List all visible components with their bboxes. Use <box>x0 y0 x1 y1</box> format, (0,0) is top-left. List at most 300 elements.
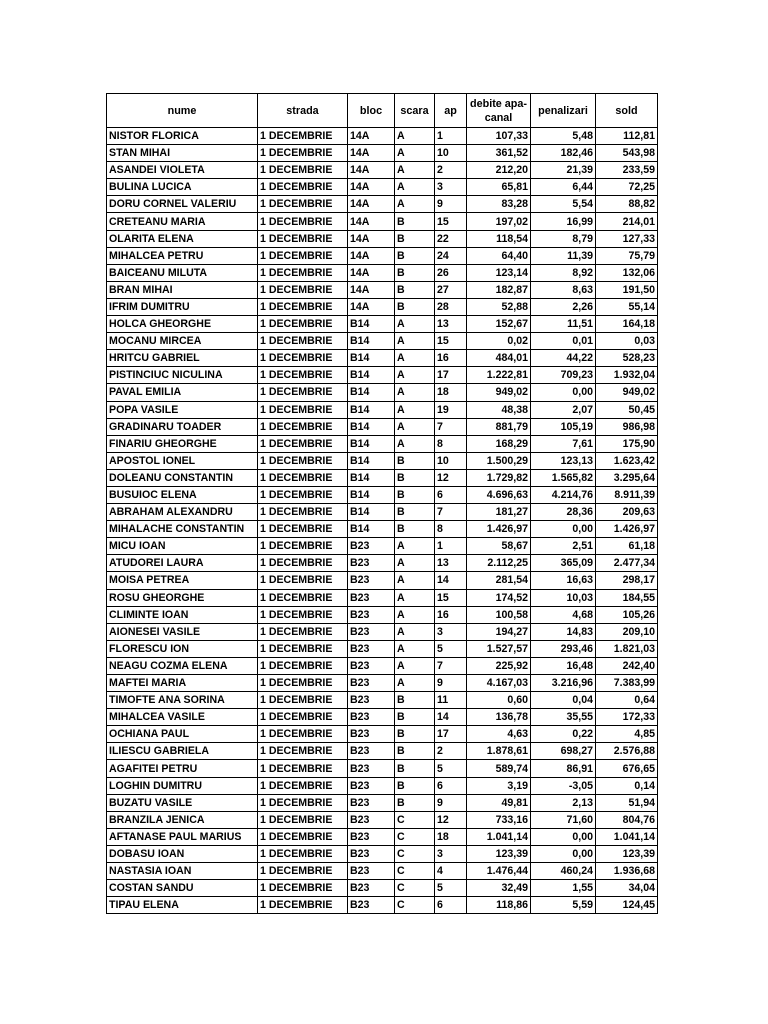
cell-sold: 124,45 <box>596 897 658 914</box>
table-row <box>107 760 658 777</box>
cell-debite: 118,86 <box>467 897 531 914</box>
cell-nume: TIPAU ELENA <box>107 897 258 914</box>
cell-penalizari: 7,61 <box>531 435 596 452</box>
cell-scara: A <box>395 350 435 367</box>
cell-penalizari: 293,46 <box>531 640 596 657</box>
cell-strada: 1 DECEMBRIE <box>258 162 348 179</box>
cell-penalizari: 8,79 <box>531 230 596 247</box>
cell-penalizari: 8,92 <box>531 264 596 281</box>
cell-ap: 27 <box>435 281 467 298</box>
cell-bloc: B23 <box>348 675 395 692</box>
header-nume: nume <box>107 94 258 128</box>
cell-debite: 4,63 <box>467 726 531 743</box>
cell-penalizari: 2,13 <box>531 794 596 811</box>
cell-sold: 233,59 <box>596 162 658 179</box>
cell-bloc: B14 <box>348 350 395 367</box>
cell-debite: 107,33 <box>467 128 531 145</box>
cell-ap: 12 <box>435 469 467 486</box>
cell-sold: 1.821,03 <box>596 640 658 657</box>
cell-scara: B <box>395 709 435 726</box>
cell-nume: AFTANASE PAUL MARIUS <box>107 828 258 845</box>
cell-scara: A <box>395 675 435 692</box>
cell-penalizari: 5,59 <box>531 897 596 914</box>
table-row <box>107 316 658 333</box>
table-row <box>107 469 658 486</box>
cell-bloc: 14A <box>348 145 395 162</box>
cell-nume: BUZATU VASILE <box>107 794 258 811</box>
cell-ap: 18 <box>435 828 467 845</box>
cell-bloc: B14 <box>348 452 395 469</box>
cell-scara: B <box>395 452 435 469</box>
cell-strada: 1 DECEMBRIE <box>258 589 348 606</box>
cell-bloc: B23 <box>348 880 395 897</box>
cell-strada: 1 DECEMBRIE <box>258 743 348 760</box>
cell-bloc: 14A <box>348 247 395 264</box>
cell-bloc: B23 <box>348 811 395 828</box>
cell-nume: ILIESCU GABRIELA <box>107 743 258 760</box>
cell-nume: MIHALCEA VASILE <box>107 709 258 726</box>
cell-penalizari: 4,68 <box>531 606 596 623</box>
cell-ap: 9 <box>435 675 467 692</box>
cell-penalizari: 1,55 <box>531 880 596 897</box>
cell-scara: A <box>395 128 435 145</box>
cell-strada: 1 DECEMBRIE <box>258 401 348 418</box>
cell-nume: MIHALACHE CONSTANTIN <box>107 521 258 538</box>
cell-penalizari: 10,03 <box>531 589 596 606</box>
cell-nume: COSTAN SANDU <box>107 880 258 897</box>
cell-sold: 2.477,34 <box>596 555 658 572</box>
cell-scara: B <box>395 264 435 281</box>
cell-nume: BULINA LUCICA <box>107 179 258 196</box>
cell-bloc: B14 <box>348 435 395 452</box>
cell-scara: A <box>395 606 435 623</box>
table-row <box>107 777 658 794</box>
cell-scara: A <box>395 316 435 333</box>
cell-nume: GRADINARU TOADER <box>107 418 258 435</box>
cell-nume: APOSTOL IONEL <box>107 452 258 469</box>
cell-bloc: B14 <box>348 521 395 538</box>
cell-debite: 64,40 <box>467 247 531 264</box>
cell-sold: 123,39 <box>596 845 658 862</box>
cell-nume: ASANDEI VIOLETA <box>107 162 258 179</box>
table-row <box>107 589 658 606</box>
cell-bloc: B14 <box>348 486 395 503</box>
cell-sold: 105,26 <box>596 606 658 623</box>
cell-penalizari: 16,99 <box>531 213 596 230</box>
cell-debite: 52,88 <box>467 298 531 315</box>
cell-bloc: B23 <box>348 794 395 811</box>
cell-penalizari: 11,39 <box>531 247 596 264</box>
cell-sold: 1.936,68 <box>596 863 658 880</box>
cell-ap: 7 <box>435 418 467 435</box>
cell-nume: POPA VASILE <box>107 401 258 418</box>
cell-strada: 1 DECEMBRIE <box>258 213 348 230</box>
cell-penalizari: 460,24 <box>531 863 596 880</box>
cell-strada: 1 DECEMBRIE <box>258 709 348 726</box>
cell-scara: A <box>395 179 435 196</box>
cell-ap: 14 <box>435 572 467 589</box>
cell-bloc: B23 <box>348 760 395 777</box>
cell-bloc: 14A <box>348 264 395 281</box>
cell-penalizari: 2,51 <box>531 538 596 555</box>
cell-debite: 181,27 <box>467 504 531 521</box>
cell-debite: 49,81 <box>467 794 531 811</box>
cell-penalizari: 0,01 <box>531 333 596 350</box>
cell-ap: 24 <box>435 247 467 264</box>
table-row <box>107 504 658 521</box>
cell-bloc: B23 <box>348 726 395 743</box>
cell-scara: A <box>395 196 435 213</box>
table-row <box>107 845 658 862</box>
cell-bloc: B23 <box>348 897 395 914</box>
cell-strada: 1 DECEMBRIE <box>258 675 348 692</box>
cell-penalizari: 5,48 <box>531 128 596 145</box>
table-row <box>107 828 658 845</box>
cell-scara: A <box>395 640 435 657</box>
cell-penalizari: 86,91 <box>531 760 596 777</box>
cell-sold: 1.932,04 <box>596 367 658 384</box>
cell-bloc: B14 <box>348 384 395 401</box>
cell-ap: 26 <box>435 264 467 281</box>
cell-strada: 1 DECEMBRIE <box>258 367 348 384</box>
cell-sold: 172,33 <box>596 709 658 726</box>
cell-debite: 136,78 <box>467 709 531 726</box>
cell-penalizari: 2,26 <box>531 298 596 315</box>
cell-strada: 1 DECEMBRIE <box>258 538 348 555</box>
cell-ap: 3 <box>435 623 467 640</box>
cell-debite: 118,54 <box>467 230 531 247</box>
table-row <box>107 623 658 640</box>
cell-penalizari: 105,19 <box>531 418 596 435</box>
cell-ap: 16 <box>435 606 467 623</box>
table-body <box>107 128 658 914</box>
cell-strada: 1 DECEMBRIE <box>258 863 348 880</box>
cell-ap: 6 <box>435 897 467 914</box>
cell-strada: 1 DECEMBRIE <box>258 384 348 401</box>
cell-sold: 0,14 <box>596 777 658 794</box>
table-row <box>107 213 658 230</box>
table-row <box>107 384 658 401</box>
cell-scara: C <box>395 828 435 845</box>
cell-strada: 1 DECEMBRIE <box>258 845 348 862</box>
cell-bloc: 14A <box>348 196 395 213</box>
cell-scara: A <box>395 435 435 452</box>
cell-strada: 1 DECEMBRIE <box>258 350 348 367</box>
cell-bloc: B23 <box>348 657 395 674</box>
cell-penalizari: 698,27 <box>531 743 596 760</box>
cell-penalizari: -3,05 <box>531 777 596 794</box>
cell-debite: 949,02 <box>467 384 531 401</box>
cell-nume: STAN MIHAI <box>107 145 258 162</box>
cell-ap: 8 <box>435 435 467 452</box>
table-row <box>107 675 658 692</box>
cell-sold: 127,33 <box>596 230 658 247</box>
cell-scara: A <box>395 589 435 606</box>
cell-scara: B <box>395 281 435 298</box>
cell-strada: 1 DECEMBRIE <box>258 572 348 589</box>
cell-penalizari: 0,00 <box>531 845 596 862</box>
cell-penalizari: 2,07 <box>531 401 596 418</box>
cell-sold: 528,23 <box>596 350 658 367</box>
table-row <box>107 811 658 828</box>
cell-scara: B <box>395 230 435 247</box>
cell-strada: 1 DECEMBRIE <box>258 418 348 435</box>
cell-sold: 191,50 <box>596 281 658 298</box>
cell-scara: A <box>395 555 435 572</box>
cell-sold: 298,17 <box>596 572 658 589</box>
cell-debite: 32,49 <box>467 880 531 897</box>
cell-scara: A <box>395 367 435 384</box>
cell-ap: 7 <box>435 504 467 521</box>
cell-strada: 1 DECEMBRIE <box>258 897 348 914</box>
table-row <box>107 692 658 709</box>
cell-strada: 1 DECEMBRIE <box>258 880 348 897</box>
cell-nume: LOGHIN DUMITRU <box>107 777 258 794</box>
cell-scara: A <box>395 418 435 435</box>
cell-penalizari: 123,13 <box>531 452 596 469</box>
cell-nume: DORU CORNEL VALERIU <box>107 196 258 213</box>
cell-penalizari: 3.216,96 <box>531 675 596 692</box>
cell-ap: 18 <box>435 384 467 401</box>
cell-scara: A <box>395 538 435 555</box>
cell-debite: 194,27 <box>467 623 531 640</box>
cell-sold: 132,06 <box>596 264 658 281</box>
cell-scara: B <box>395 794 435 811</box>
cell-bloc: 14A <box>348 162 395 179</box>
cell-ap: 3 <box>435 179 467 196</box>
cell-ap: 3 <box>435 845 467 862</box>
cell-scara: B <box>395 726 435 743</box>
cell-nume: DOLEANU CONSTANTIN <box>107 469 258 486</box>
cell-scara: B <box>395 298 435 315</box>
table-row <box>107 555 658 572</box>
cell-bloc: B14 <box>348 316 395 333</box>
cell-scara: B <box>395 777 435 794</box>
cell-penalizari: 16,48 <box>531 657 596 674</box>
cell-nume: DOBASU IOAN <box>107 845 258 862</box>
cell-nume: CLIMINTE IOAN <box>107 606 258 623</box>
cell-strada: 1 DECEMBRIE <box>258 316 348 333</box>
header-bloc: bloc <box>348 94 395 128</box>
cell-debite: 123,39 <box>467 845 531 862</box>
cell-bloc: B14 <box>348 504 395 521</box>
cell-bloc: B14 <box>348 401 395 418</box>
cell-bloc: B23 <box>348 845 395 862</box>
cell-sold: 804,76 <box>596 811 658 828</box>
cell-sold: 7.383,99 <box>596 675 658 692</box>
header-debite: debite apa-canal <box>467 94 531 128</box>
table-row <box>107 196 658 213</box>
cell-debite: 58,67 <box>467 538 531 555</box>
cell-penalizari: 28,36 <box>531 504 596 521</box>
cell-bloc: 14A <box>348 128 395 145</box>
cell-debite: 589,74 <box>467 760 531 777</box>
cell-debite: 100,58 <box>467 606 531 623</box>
cell-bloc: B23 <box>348 606 395 623</box>
cell-debite: 1.222,81 <box>467 367 531 384</box>
cell-nume: BUSUIOC ELENA <box>107 486 258 503</box>
cell-bloc: B23 <box>348 555 395 572</box>
header-strada: strada <box>258 94 348 128</box>
cell-strada: 1 DECEMBRIE <box>258 794 348 811</box>
cell-nume: MIHALCEA PETRU <box>107 247 258 264</box>
table-row <box>107 743 658 760</box>
cell-scara: C <box>395 845 435 862</box>
cell-strada: 1 DECEMBRIE <box>258 298 348 315</box>
cell-nume: MICU IOAN <box>107 538 258 555</box>
table-row <box>107 521 658 538</box>
cell-scara: B <box>395 247 435 264</box>
cell-ap: 17 <box>435 726 467 743</box>
cell-strada: 1 DECEMBRIE <box>258 486 348 503</box>
table-row <box>107 863 658 880</box>
cell-scara: B <box>395 213 435 230</box>
cell-sold: 209,63 <box>596 504 658 521</box>
cell-scara: C <box>395 863 435 880</box>
cell-penalizari: 16,63 <box>531 572 596 589</box>
cell-bloc: B23 <box>348 572 395 589</box>
cell-penalizari: 0,00 <box>531 521 596 538</box>
cell-sold: 676,65 <box>596 760 658 777</box>
cell-debite: 1.500,29 <box>467 452 531 469</box>
cell-debite: 123,14 <box>467 264 531 281</box>
cell-debite: 152,67 <box>467 316 531 333</box>
cell-ap: 16 <box>435 350 467 367</box>
cell-strada: 1 DECEMBRIE <box>258 196 348 213</box>
cell-nume: BRANZILA JENICA <box>107 811 258 828</box>
header-scara: scara <box>395 94 435 128</box>
cell-penalizari: 35,55 <box>531 709 596 726</box>
cell-debite: 83,28 <box>467 196 531 213</box>
cell-ap: 28 <box>435 298 467 315</box>
cell-strada: 1 DECEMBRIE <box>258 504 348 521</box>
cell-bloc: B23 <box>348 640 395 657</box>
cell-ap: 1 <box>435 128 467 145</box>
cell-bloc: B23 <box>348 863 395 880</box>
cell-sold: 34,04 <box>596 880 658 897</box>
cell-penalizari: 44,22 <box>531 350 596 367</box>
header-row <box>107 94 658 128</box>
cell-debite: 1.426,97 <box>467 521 531 538</box>
cell-sold: 2.576,88 <box>596 743 658 760</box>
header-ap: ap <box>435 94 467 128</box>
cell-debite: 733,16 <box>467 811 531 828</box>
cell-debite: 1.041,14 <box>467 828 531 845</box>
cell-debite: 174,52 <box>467 589 531 606</box>
cell-nume: AGAFITEI PETRU <box>107 760 258 777</box>
cell-strada: 1 DECEMBRIE <box>258 657 348 674</box>
cell-debite: 212,20 <box>467 162 531 179</box>
cell-strada: 1 DECEMBRIE <box>258 145 348 162</box>
cell-bloc: B23 <box>348 709 395 726</box>
cell-debite: 48,38 <box>467 401 531 418</box>
cell-nume: BAICEANU MILUTA <box>107 264 258 281</box>
table-row <box>107 418 658 435</box>
table-row <box>107 247 658 264</box>
cell-penalizari: 71,60 <box>531 811 596 828</box>
cell-ap: 5 <box>435 640 467 657</box>
cell-ap: 4 <box>435 863 467 880</box>
cell-penalizari: 5,54 <box>531 196 596 213</box>
table-row <box>107 145 658 162</box>
cell-bloc: 14A <box>348 298 395 315</box>
cell-bloc: 14A <box>348 281 395 298</box>
cell-penalizari: 4.214,76 <box>531 486 596 503</box>
table-row <box>107 298 658 315</box>
table-row <box>107 435 658 452</box>
header-penalizari: penalizari <box>531 94 596 128</box>
cell-ap: 6 <box>435 777 467 794</box>
cell-nume: NISTOR FLORICA <box>107 128 258 145</box>
cell-ap: 22 <box>435 230 467 247</box>
table-row <box>107 794 658 811</box>
cell-strada: 1 DECEMBRIE <box>258 777 348 794</box>
cell-nume: ATUDOREI LAURA <box>107 555 258 572</box>
cell-sold: 51,94 <box>596 794 658 811</box>
cell-scara: C <box>395 811 435 828</box>
cell-ap: 15 <box>435 333 467 350</box>
cell-nume: MAFTEI MARIA <box>107 675 258 692</box>
cell-sold: 4,85 <box>596 726 658 743</box>
cell-strada: 1 DECEMBRIE <box>258 264 348 281</box>
cell-sold: 209,10 <box>596 623 658 640</box>
cell-bloc: B23 <box>348 777 395 794</box>
table-row <box>107 606 658 623</box>
table-row <box>107 264 658 281</box>
cell-sold: 88,82 <box>596 196 658 213</box>
cell-scara: B <box>395 486 435 503</box>
cell-ap: 10 <box>435 452 467 469</box>
table-row <box>107 640 658 657</box>
cell-nume: CRETEANU MARIA <box>107 213 258 230</box>
cell-penalizari: 0,04 <box>531 692 596 709</box>
cell-scara: A <box>395 657 435 674</box>
table-row <box>107 230 658 247</box>
cell-ap: 5 <box>435 760 467 777</box>
table-row <box>107 162 658 179</box>
cell-debite: 182,87 <box>467 281 531 298</box>
cell-debite: 1.527,57 <box>467 640 531 657</box>
cell-penalizari: 709,23 <box>531 367 596 384</box>
cell-sold: 61,18 <box>596 538 658 555</box>
cell-penalizari: 11,51 <box>531 316 596 333</box>
cell-bloc: 14A <box>348 213 395 230</box>
table-row <box>107 538 658 555</box>
cell-sold: 8.911,39 <box>596 486 658 503</box>
cell-ap: 13 <box>435 555 467 572</box>
cell-debite: 4.696,63 <box>467 486 531 503</box>
cell-nume: ABRAHAM ALEXANDRU <box>107 504 258 521</box>
cell-scara: C <box>395 897 435 914</box>
cell-nume: TIMOFTE ANA SORINA <box>107 692 258 709</box>
cell-penalizari: 8,63 <box>531 281 596 298</box>
cell-strada: 1 DECEMBRIE <box>258 179 348 196</box>
cell-bloc: 14A <box>348 179 395 196</box>
cell-penalizari: 14,83 <box>531 623 596 640</box>
cell-nume: IFRIM DUMITRU <box>107 298 258 315</box>
cell-strada: 1 DECEMBRIE <box>258 521 348 538</box>
table-row <box>107 333 658 350</box>
cell-sold: 242,40 <box>596 657 658 674</box>
cell-sold: 50,45 <box>596 401 658 418</box>
cell-ap: 19 <box>435 401 467 418</box>
cell-strada: 1 DECEMBRIE <box>258 623 348 640</box>
cell-strada: 1 DECEMBRIE <box>258 726 348 743</box>
cell-penalizari: 365,09 <box>531 555 596 572</box>
cell-strada: 1 DECEMBRIE <box>258 230 348 247</box>
cell-penalizari: 6,44 <box>531 179 596 196</box>
cell-bloc: B23 <box>348 743 395 760</box>
